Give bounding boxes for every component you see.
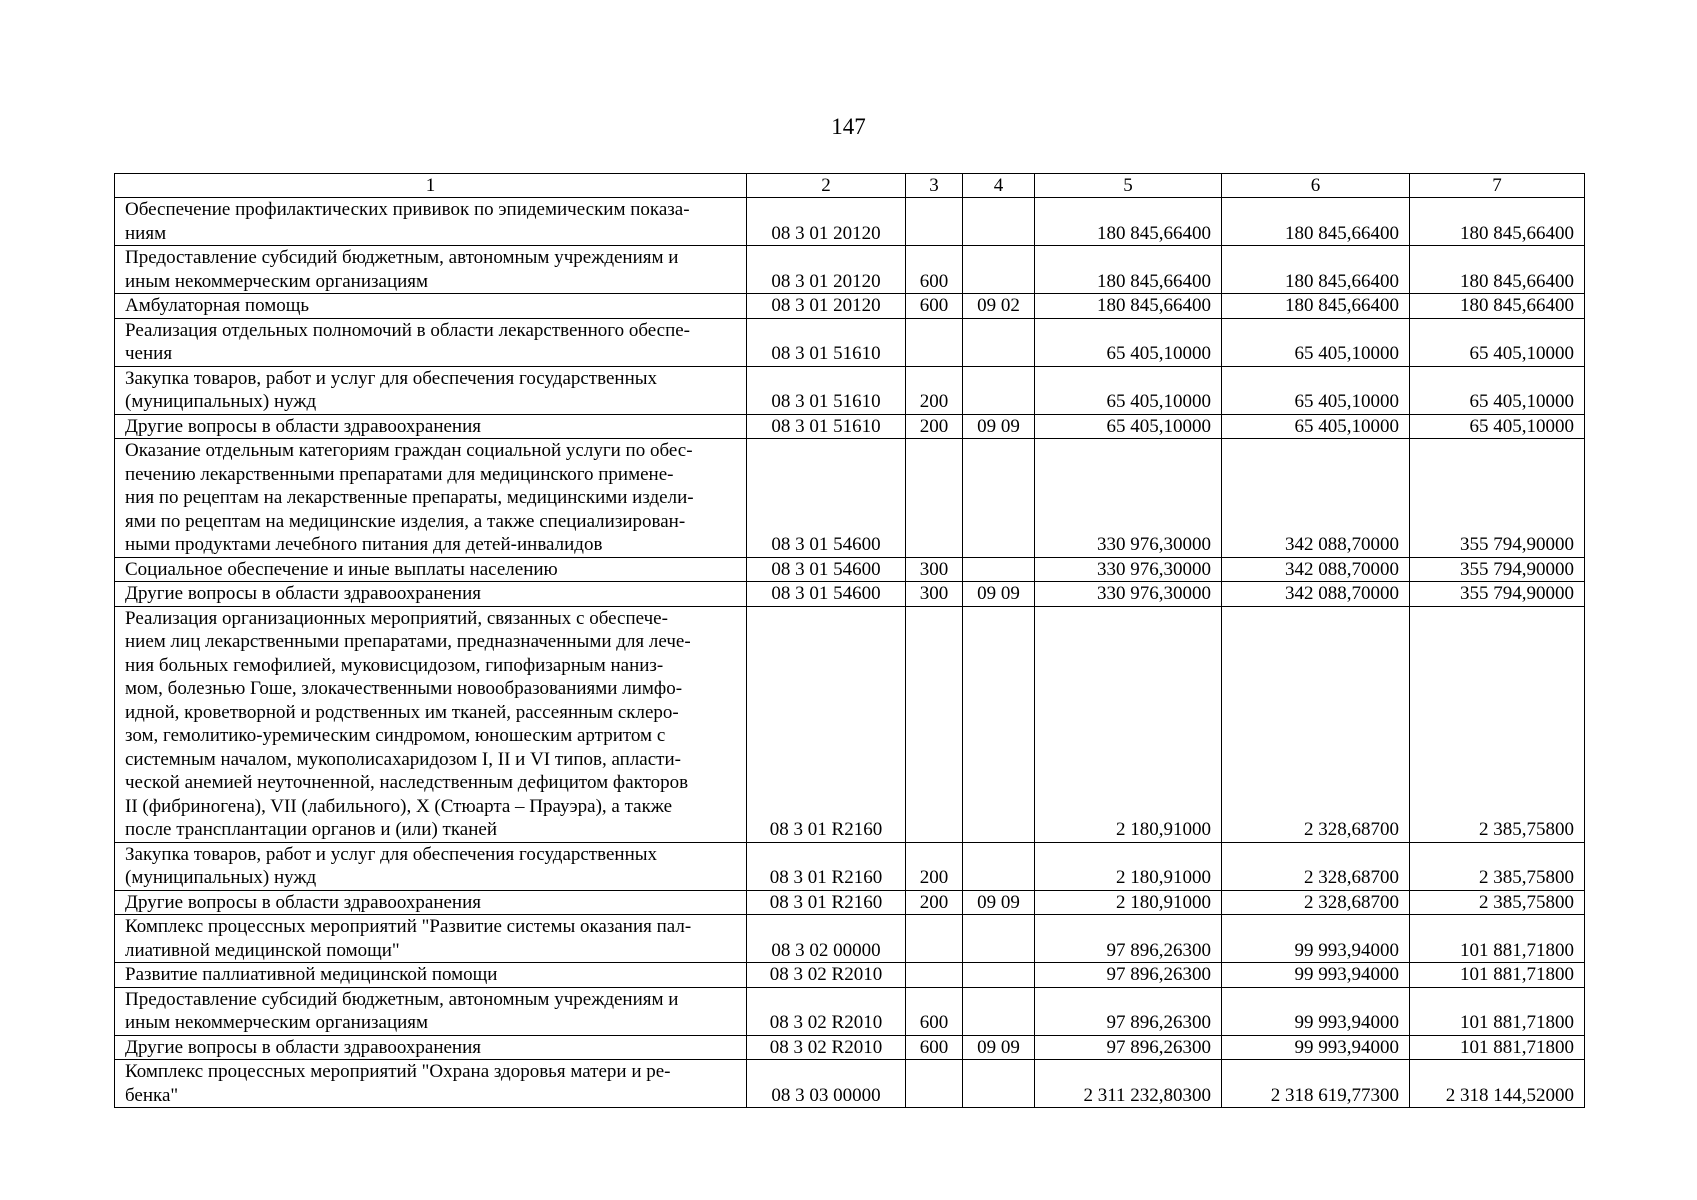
- header-cell-5: 5: [1035, 174, 1222, 198]
- item-name: Обеспечение профилактических прививок по эпидемическим показа- ниям: [115, 198, 747, 246]
- amount-col-6: 2 328,68700: [1222, 842, 1410, 890]
- amount-col-5: 180 845,66400: [1035, 294, 1222, 319]
- amount-col-6: 65 405,10000: [1222, 414, 1410, 439]
- section-subsection: [963, 987, 1035, 1035]
- target-code: 08 3 01 R2160: [747, 890, 906, 915]
- item-name: Социальное обеспечение и иные выплаты населению: [115, 557, 747, 582]
- amount-col-5: 180 845,66400: [1035, 246, 1222, 294]
- table-row: [115, 246, 1585, 294]
- amount-col-5: 2 180,91000: [1035, 842, 1222, 890]
- expense-type: [906, 318, 963, 366]
- amount-col-6: 65 405,10000: [1222, 318, 1410, 366]
- item-name: Закупка товаров, работ и услуг для обеспечения государственных (муниципальных) нужд: [115, 366, 747, 414]
- section-subsection: [963, 318, 1035, 366]
- amount-col-5: 330 976,30000: [1035, 557, 1222, 582]
- section-subsection: 09 09: [963, 582, 1035, 607]
- table-row: [115, 987, 1585, 1035]
- section-subsection: [963, 246, 1035, 294]
- expense-type: 200: [906, 842, 963, 890]
- table-row: [115, 557, 1585, 582]
- target-code: 08 3 01 54600: [747, 439, 906, 558]
- expense-type: [906, 1060, 963, 1108]
- amount-col-7: 355 794,90000: [1410, 582, 1585, 607]
- target-code: 08 3 01 51610: [747, 366, 906, 414]
- amount-col-7: 65 405,10000: [1410, 414, 1585, 439]
- expense-type: 600: [906, 294, 963, 319]
- target-code: 08 3 01 54600: [747, 582, 906, 607]
- section-subsection: [963, 842, 1035, 890]
- amount-col-5: 65 405,10000: [1035, 366, 1222, 414]
- expense-type: 200: [906, 414, 963, 439]
- amount-col-6: 342 088,70000: [1222, 582, 1410, 607]
- expense-type: 600: [906, 987, 963, 1035]
- target-code: 08 3 01 20120: [747, 294, 906, 319]
- item-name: Предоставление субсидий бюджетным, автономным учреждениям и иным некоммерческим организациям: [115, 987, 747, 1035]
- amount-col-6: 2 318 619,77300: [1222, 1060, 1410, 1108]
- expense-type: 200: [906, 366, 963, 414]
- amount-col-5: 330 976,30000: [1035, 439, 1222, 558]
- header-cell-3: 3: [906, 174, 963, 198]
- target-code: 08 3 01 51610: [747, 318, 906, 366]
- amount-col-6: 180 845,66400: [1222, 294, 1410, 319]
- amount-col-7: 2 385,75800: [1410, 890, 1585, 915]
- amount-col-5: 65 405,10000: [1035, 414, 1222, 439]
- amount-col-7: 101 881,71800: [1410, 1035, 1585, 1060]
- item-name: Другие вопросы в области здравоохранения: [115, 582, 747, 607]
- expense-type: 600: [906, 1035, 963, 1060]
- expense-type: [906, 606, 963, 842]
- item-name: Закупка товаров, работ и услуг для обеспечения государственных (муниципальных) нужд: [115, 842, 747, 890]
- item-name: Оказание отдельным категориям граждан социальной услуги по обес- печению лекарственными препаратами для медицинского примене- ния по рецептам на лекарственные препараты, медицинскими издели- ями по рецептам на медицинские изделия, а также специализирован- ными продуктами лечебного питания для детей-инвалидов: [115, 439, 747, 558]
- target-code: 08 3 03 00000: [747, 1060, 906, 1108]
- section-subsection: [963, 557, 1035, 582]
- amount-col-6: 342 088,70000: [1222, 439, 1410, 558]
- amount-col-6: 99 993,94000: [1222, 1035, 1410, 1060]
- item-name: Другие вопросы в области здравоохранения: [115, 1035, 747, 1060]
- header-row: [115, 174, 1585, 198]
- amount-col-7: 101 881,71800: [1410, 987, 1585, 1035]
- table-row: [115, 366, 1585, 414]
- header-cell-7: 7: [1410, 174, 1585, 198]
- section-subsection: 09 09: [963, 890, 1035, 915]
- target-code: 08 3 01 R2160: [747, 842, 906, 890]
- item-name: Другие вопросы в области здравоохранения: [115, 890, 747, 915]
- section-subsection: [963, 606, 1035, 842]
- amount-col-6: 2 328,68700: [1222, 890, 1410, 915]
- amount-col-6: 342 088,70000: [1222, 557, 1410, 582]
- section-subsection: [963, 963, 1035, 988]
- table-row: [115, 318, 1585, 366]
- target-code: 08 3 02 R2010: [747, 987, 906, 1035]
- amount-col-7: 2 318 144,52000: [1410, 1060, 1585, 1108]
- item-name: Комплекс процессных мероприятий "Охрана здоровья матери и ре- бенка": [115, 1060, 747, 1108]
- item-name: Предоставление субсидий бюджетным, автономным учреждениям и иным некоммерческим организациям: [115, 246, 747, 294]
- amount-col-7: 180 845,66400: [1410, 246, 1585, 294]
- expense-type: [906, 439, 963, 558]
- item-name: Реализация отдельных полномочий в области лекарственного обеспе- чения: [115, 318, 747, 366]
- section-subsection: 09 09: [963, 414, 1035, 439]
- table-row: [115, 842, 1585, 890]
- header-cell-2: 2: [747, 174, 906, 198]
- target-code: 08 3 02 00000: [747, 915, 906, 963]
- amount-col-6: 99 993,94000: [1222, 987, 1410, 1035]
- amount-col-7: 355 794,90000: [1410, 439, 1585, 558]
- target-code: 08 3 01 54600: [747, 557, 906, 582]
- amount-col-5: 97 896,26300: [1035, 1035, 1222, 1060]
- table-row: [115, 1035, 1585, 1060]
- amount-col-5: 2 311 232,80300: [1035, 1060, 1222, 1108]
- target-code: 08 3 02 R2010: [747, 1035, 906, 1060]
- amount-col-6: 65 405,10000: [1222, 366, 1410, 414]
- target-code: 08 3 01 51610: [747, 414, 906, 439]
- item-name: Комплекс процессных мероприятий "Развитие системы оказания пал- лиативной медицинской помощи": [115, 915, 747, 963]
- expense-type: [906, 915, 963, 963]
- table-row: [115, 963, 1585, 988]
- target-code: 08 3 01 20120: [747, 198, 906, 246]
- table-row: [115, 915, 1585, 963]
- amount-col-6: 180 845,66400: [1222, 198, 1410, 246]
- page-number: 147: [831, 114, 866, 139]
- expense-type: 300: [906, 582, 963, 607]
- item-name: Другие вопросы в области здравоохранения: [115, 414, 747, 439]
- table-row: [115, 606, 1585, 842]
- section-subsection: [963, 1060, 1035, 1108]
- amount-col-5: 2 180,91000: [1035, 606, 1222, 842]
- amount-col-5: 97 896,26300: [1035, 915, 1222, 963]
- amount-col-6: 99 993,94000: [1222, 963, 1410, 988]
- table-row: [115, 582, 1585, 607]
- expense-type: 600: [906, 246, 963, 294]
- header-cell-6: 6: [1222, 174, 1410, 198]
- header-cell-1: 1: [115, 174, 747, 198]
- section-subsection: [963, 439, 1035, 558]
- amount-col-5: 97 896,26300: [1035, 963, 1222, 988]
- item-name: Реализация организационных мероприятий, связанных с обеспече- нием лиц лекарственными препаратами, предназначенными для лече- ния больных гемофилией, муковисцидозом, гипофизарным наниз- мом, болезнью Гоше, злокачественными новообразованиями лимфо- идной, кроветворной и родственных им тканей, рассеянным склеро- зом, гемолитико-уремическим синдромом, юношеским артритом с системным началом, мукополисахаридозом I, II и VI типов, апласти- ческой анемией неуточненной, наследственным дефицитом факторов II (фибриногена), VII (лабильного), X (Стюарта – Прауэра), а также после трансплантации органов и (или) тканей: [115, 606, 747, 842]
- amount-col-5: 65 405,10000: [1035, 318, 1222, 366]
- target-code: 08 3 01 20120: [747, 246, 906, 294]
- section-subsection: [963, 198, 1035, 246]
- item-name: Развитие паллиативной медицинской помощи: [115, 963, 747, 988]
- table-row: [115, 414, 1585, 439]
- amount-col-7: 65 405,10000: [1410, 318, 1585, 366]
- amount-col-7: 2 385,75800: [1410, 606, 1585, 842]
- amount-col-6: 180 845,66400: [1222, 246, 1410, 294]
- budget-table: [114, 173, 1585, 1108]
- amount-col-5: 330 976,30000: [1035, 582, 1222, 607]
- target-code: 08 3 01 R2160: [747, 606, 906, 842]
- table-row: [115, 890, 1585, 915]
- amount-col-5: 97 896,26300: [1035, 987, 1222, 1035]
- section-subsection: 09 02: [963, 294, 1035, 319]
- table-row: [115, 198, 1585, 246]
- expense-type: [906, 198, 963, 246]
- header-cell-4: 4: [963, 174, 1035, 198]
- table-row: [115, 1060, 1585, 1108]
- amount-col-7: 355 794,90000: [1410, 557, 1585, 582]
- expense-type: 200: [906, 890, 963, 915]
- target-code: 08 3 02 R2010: [747, 963, 906, 988]
- amount-col-7: 180 845,66400: [1410, 198, 1585, 246]
- section-subsection: [963, 915, 1035, 963]
- amount-col-7: 101 881,71800: [1410, 915, 1585, 963]
- table-row: [115, 294, 1585, 319]
- expense-type: 300: [906, 557, 963, 582]
- amount-col-7: 180 845,66400: [1410, 294, 1585, 319]
- section-subsection: 09 09: [963, 1035, 1035, 1060]
- amount-col-6: 99 993,94000: [1222, 915, 1410, 963]
- expense-type: [906, 963, 963, 988]
- section-subsection: [963, 366, 1035, 414]
- amount-col-5: 180 845,66400: [1035, 198, 1222, 246]
- table-row: [115, 439, 1585, 558]
- amount-col-7: 101 881,71800: [1410, 963, 1585, 988]
- amount-col-7: 2 385,75800: [1410, 842, 1585, 890]
- amount-col-5: 2 180,91000: [1035, 890, 1222, 915]
- amount-col-6: 2 328,68700: [1222, 606, 1410, 842]
- amount-col-7: 65 405,10000: [1410, 366, 1585, 414]
- item-name: Амбулаторная помощь: [115, 294, 747, 319]
